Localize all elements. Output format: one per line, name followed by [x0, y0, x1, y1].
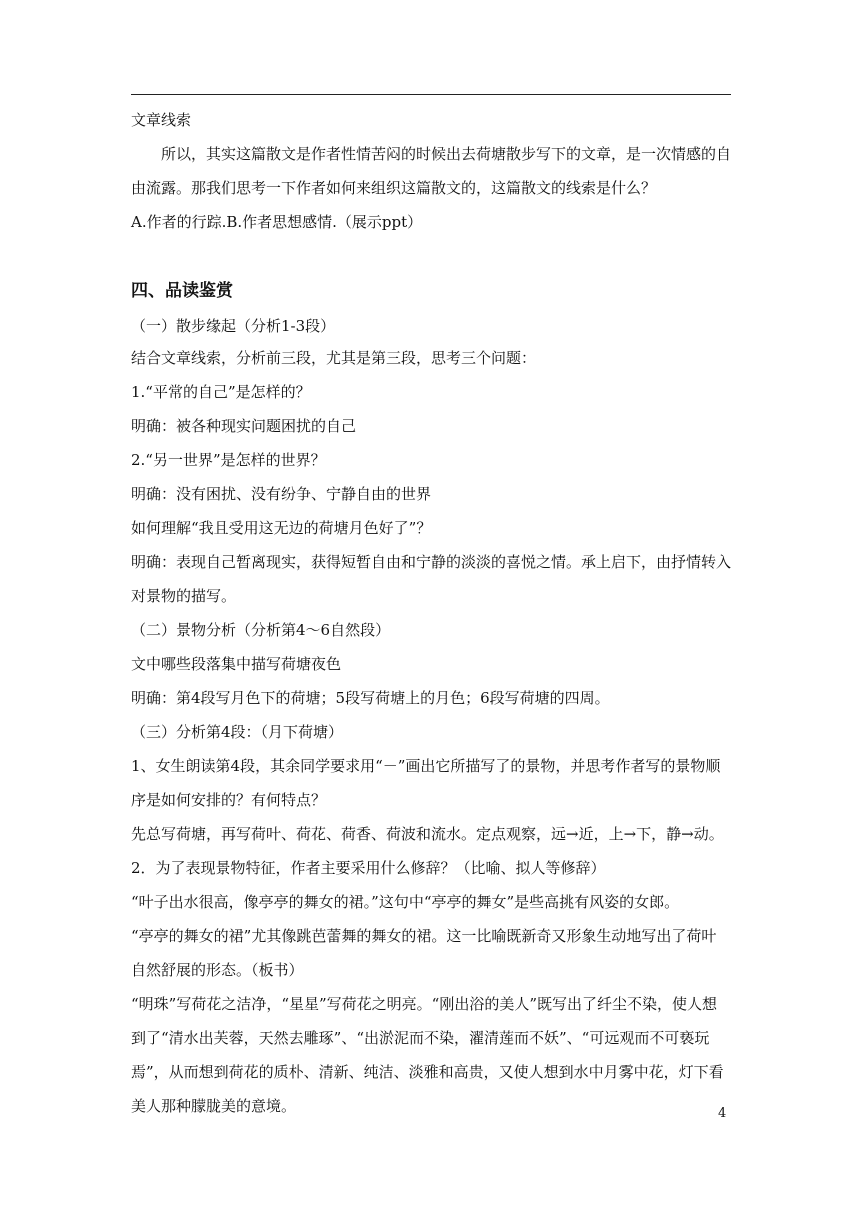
- page-number: 4: [718, 1106, 727, 1121]
- header-rule: [131, 94, 731, 95]
- paragraph-clue-answer: A.作者的行踪.B.作者思想感情.（展示ppt）: [131, 213, 423, 231]
- analysis-leaves: “叶子出水很高，像亭亭的舞女的裙。”这句中“亭亭的舞女”是些高挑有风姿的女郎。: [131, 893, 680, 911]
- analysis-skirt-metaphor: “亭亭的舞女的裙”尤其像跳芭蕾舞的舞女的裙。这一比喻既新奇又形象生动地写出了荷叶自然舒展的形态。（板书）: [131, 927, 717, 979]
- paragraph-clue-question: 所以，其实这篇散文是作者性情苦闷的时候出去荷塘散步写下的文章，是一次情感的自由流露。那我们思考一下作者如何来组织这篇散文的，这篇散文的线索是什么？: [131, 145, 732, 197]
- subheading-paragraph-4: （三）分析第4段：（月下荷塘）: [131, 723, 344, 741]
- question-1: 1.“平常的自己”是怎样的？: [131, 383, 311, 401]
- answer-2: 明确：没有困扰、没有纷争、宁静自由的世界: [131, 485, 432, 503]
- subheading-scenery-analysis: （二）景物分析（分析第4～6自然段）: [131, 621, 391, 639]
- section-heading-appreciation: 四、品读鉴赏: [131, 281, 233, 301]
- section-label-clue: 文章线索: [131, 111, 192, 129]
- analysis-lotus-flowers: “明珠”写荷花之洁净，“星星”写荷花之明亮。“刚出浴的美人”既写出了纤尘不染，使人想到了“清水出芙蓉，天然去雕琢”、“出淤泥而不染，濯清莲而不妖”、“可远观而不可亵玩焉”，从而想到荷花的质朴、清新、纯洁、淡雅和高贵，又使人想到水中月雾中花，灯下看美人那种朦胧美的意境。: [131, 995, 724, 1115]
- paragraph-three-questions: 结合文章线索，分析前三段，尤其是第三段，思考三个问题：: [131, 349, 537, 367]
- subheading-walk-origin: （一）散步缘起（分析1-3段）: [131, 317, 336, 335]
- paragraph-scenery-question: 文中哪些段落集中描写荷塘夜色: [131, 655, 342, 673]
- task-2: 2．为了表现景物特征，作者主要采用什么修辞？（比喻、拟人等修辞）: [131, 859, 606, 877]
- task-1-answer: 先总写荷塘，再写荷叶、荷花、荷香、荷波和流水。定点观察，远→近，上→下，静→动。: [131, 825, 724, 843]
- answer-1: 明确：被各种现实问题困扰的自己: [131, 417, 357, 435]
- paragraph-scenery-answer: 明确：第4段写月色下的荷塘；5段写荷塘上的月色；6段写荷塘的四周。: [131, 689, 610, 707]
- question-2: 2.“另一世界”是怎样的世界？: [131, 451, 326, 469]
- answer-3: 明确：表现自己暂离现实，获得短暂自由和宁静的淡淡的喜悦之情。承上启下，由抒情转入对景物的描写。: [131, 553, 732, 605]
- question-3: 如何理解“我且受用这无边的荷塘月色好了”？: [131, 519, 432, 537]
- task-1: 1、女生朗读第4段，其余同学要求用“－”画出它所描写了的景物，并思考作者写的景物顺序是如何安排的？有何特点？: [131, 757, 721, 809]
